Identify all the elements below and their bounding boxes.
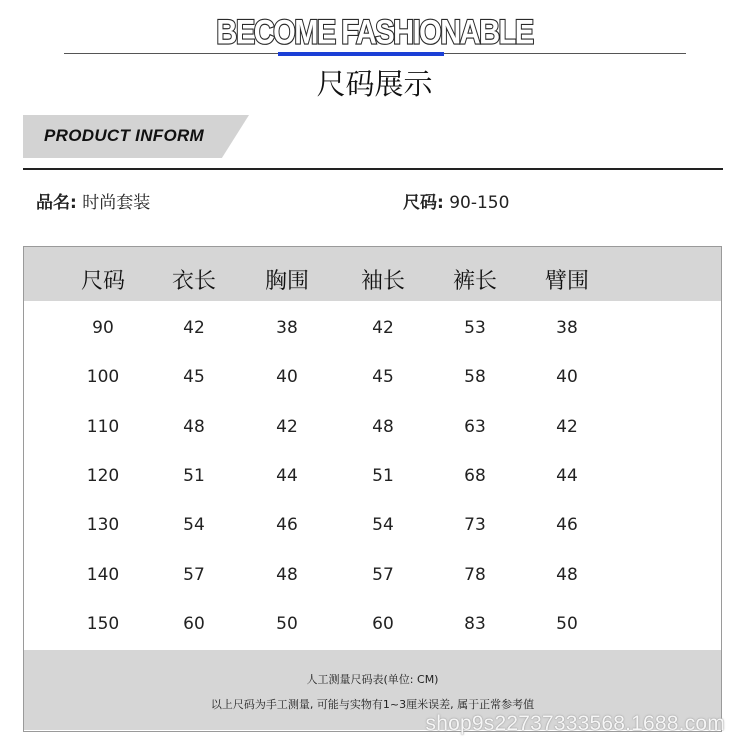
table-cell: 57 [372, 565, 394, 585]
table-cell: 57 [183, 565, 205, 585]
table-cell: 42 [372, 318, 394, 338]
size-range-row [403, 188, 509, 213]
table-cell: 38 [556, 318, 578, 338]
product-inform-label: PRODUCT INFORM [44, 126, 205, 145]
column-header: 袖长 [360, 269, 406, 294]
table-cell: 120 [86, 466, 120, 486]
table-cell: 53 [464, 318, 486, 338]
page-title: 尺码展示 [316, 67, 433, 101]
table-cell: 54 [183, 515, 205, 535]
table-cell: 38 [276, 318, 298, 338]
table-cell: 78 [464, 565, 486, 585]
column-header: 胸围 [264, 269, 310, 294]
table-cell: 42 [556, 417, 578, 437]
table-cell: 44 [276, 466, 298, 486]
column-header: 尺码 [80, 269, 126, 294]
table-cell: 110 [86, 417, 120, 437]
table-cell: 58 [464, 367, 486, 387]
table-cell: 51 [372, 466, 394, 486]
accent-bar [278, 52, 444, 56]
product-name-key: 品名: [36, 193, 77, 213]
table-cell: 48 [372, 417, 394, 437]
table-cell: 48 [556, 565, 578, 585]
measurement-note-body: 以上尺码为手工测量, 可能与实物有1~3厘米误差, 属于正常参考值 [210, 698, 535, 711]
table-cell: 45 [183, 367, 205, 387]
table-cell: 40 [276, 367, 298, 387]
column-header: 臂围 [544, 269, 590, 294]
size-range-key: 尺码: [403, 193, 444, 213]
column-header: 裤长 [452, 269, 498, 294]
measurement-note-title: 人工测量尺码表(单位: CM) [306, 673, 439, 686]
size-range-value: 90-150 [449, 193, 510, 213]
table-cell: 83 [464, 614, 486, 634]
table-cell: 42 [183, 318, 205, 338]
table-cell: 51 [183, 466, 205, 486]
table-cell: 60 [183, 614, 205, 634]
table-cell: 130 [86, 515, 120, 535]
column-header: 衣长 [171, 269, 217, 294]
table-cell: 46 [556, 515, 578, 535]
table-cell: 150 [86, 614, 120, 634]
table-cell: 73 [464, 515, 486, 535]
table-cell: 50 [276, 614, 298, 634]
table-cell: 48 [276, 565, 298, 585]
table-cell: 48 [183, 417, 205, 437]
product-name-value: 时尚套装 [82, 193, 151, 213]
table-cell: 46 [276, 515, 298, 535]
table-cell: 140 [86, 565, 120, 585]
section-divider [23, 168, 723, 170]
table-cell: 90 [92, 318, 114, 338]
table-cell: 44 [556, 466, 578, 486]
table-cell: 100 [86, 367, 120, 387]
table-cell: 50 [556, 614, 578, 634]
shop-watermark: shop9s22737333568.1688.com [425, 712, 725, 735]
table-cell: 63 [464, 417, 486, 437]
table-cell: 42 [276, 417, 298, 437]
table-cell: 40 [556, 367, 578, 387]
product-name-row [36, 188, 150, 213]
brand-heading: BECOME FASHIONABLE [216, 14, 533, 52]
table-cell: 45 [372, 367, 394, 387]
table-cell: 60 [372, 614, 394, 634]
table-cell: 68 [464, 466, 486, 486]
table-cell: 54 [372, 515, 394, 535]
